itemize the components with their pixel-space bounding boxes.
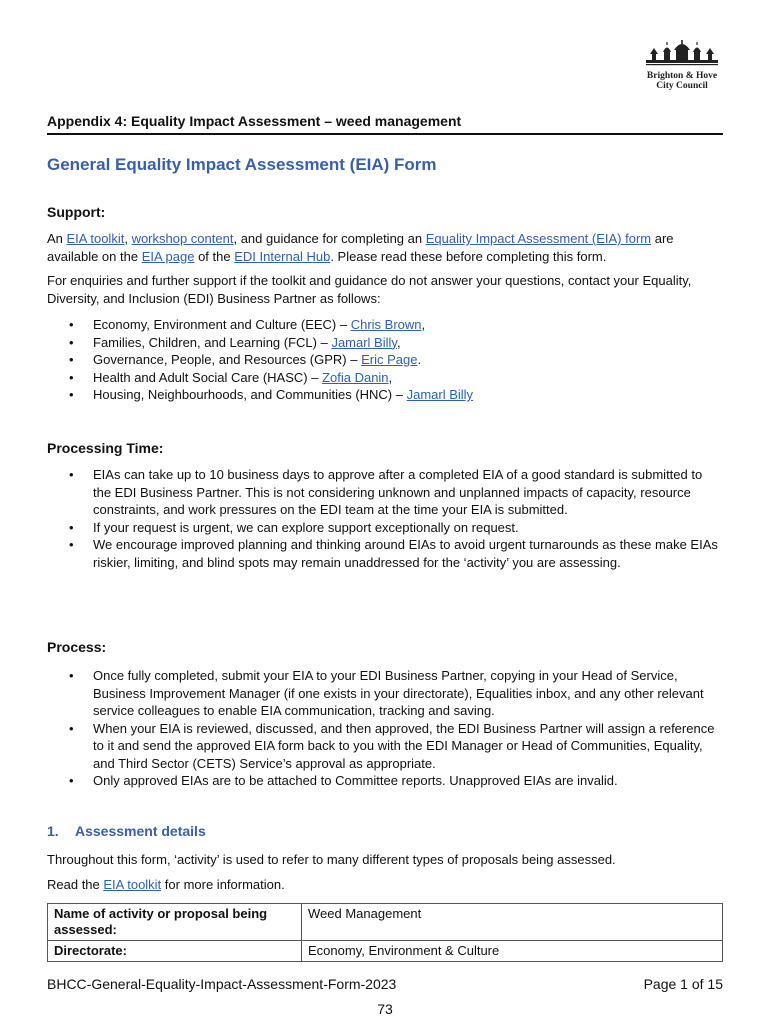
activity-name-value: Weed Management: [302, 904, 723, 941]
contact-link[interactable]: Eric Page: [361, 352, 418, 367]
read-toolkit-paragraph: Read the EIA toolkit for more information.: [47, 877, 285, 892]
list-item: • Economy, Environment and Culture (EEC) – Chris Brown,: [47, 316, 723, 334]
list-item: • Governance, People, and Resources (GPR) – Eric Page.: [47, 351, 723, 369]
process-heading: Process:: [47, 639, 107, 655]
process-list: [47, 667, 723, 790]
contact-link[interactable]: Chris Brown: [350, 317, 422, 332]
eia-toolkit-link-2[interactable]: EIA toolkit: [103, 877, 162, 892]
list-item: • Families, Children, and Learning (FCL) – Jamarl Billy,: [47, 334, 723, 352]
contact-link[interactable]: Zofia Danin: [322, 369, 389, 385]
list-item: • Health and Adult Social Care (HASC) – Zofia Danin,: [47, 369, 723, 387]
contact-link[interactable]: Jamarl Billy: [406, 387, 474, 402]
processing-time-list: [47, 466, 723, 571]
edi-contacts-list: [47, 316, 723, 404]
activity-definition-paragraph: Throughout this form, ‘activity’ is used to refer to many different types of proposals being assessed.: [47, 852, 616, 867]
table-row: [48, 941, 723, 962]
list-item: • We encourage improved planning and thinking around EIAs to avoid urgent turnarounds as these make EIAs riskier, limiting, and blind spots may remain unaddressed for the ‘activity’ you are assessing.: [47, 536, 723, 571]
list-item: • Only approved EIAs are to be attached to Committee reports. Unapproved EIAs are invalid.: [47, 772, 723, 790]
support-intro-paragraph: An EIA toolkit, workshop content, and guidance for completing an Equality Impact Assessment (EIA) form are available on the EIA page of the EDI Internal Hub. Please read these before completing this form.: [47, 231, 674, 264]
eia-toolkit-link[interactable]: EIA toolkit: [66, 231, 125, 246]
section-number: 1.: [47, 823, 59, 839]
workshop-content-link[interactable]: workshop content: [131, 231, 234, 246]
appendix-title: Appendix 4: Equality Impact Assessment – weed management: [47, 112, 723, 135]
table-row: [48, 904, 723, 941]
assessment-details-table: [47, 903, 723, 962]
logo-line-2: City Council: [656, 81, 708, 91]
logo-line-1: Brighton & Hove: [646, 71, 718, 81]
list-item: • If your request is urgent, we can explore support exceptionally on request.: [47, 519, 723, 537]
directorate-value: Economy, Environment & Culture: [302, 941, 723, 962]
contact-link[interactable]: Jamarl Billy: [331, 334, 397, 350]
section-title: Assessment details: [75, 823, 206, 839]
footer-document-name: BHCC-General-Equality-Impact-Assessment-Form-2023: [47, 976, 397, 992]
eia-page-link[interactable]: EIA page: [141, 248, 195, 264]
form-title: General Equality Impact Assessment (EIA) Form: [47, 155, 437, 174]
list-item: • When your EIA is reviewed, discussed, and then approved, the EDI Business Partner will assign a reference to it and send the approved EIA form back to you with the EDI Manager or Head of Communities, Equality, and Third Sector (CETS) Service’s approval as appropriate.: [47, 720, 723, 773]
directorate-label: Directorate:: [48, 941, 302, 962]
footer-page-label: Page 1 of 15: [643, 976, 723, 992]
list-item: • Housing, Neighbourhoods, and Communities (HNC) – Jamarl Billy: [47, 386, 723, 404]
processing-time-heading: Processing Time:: [47, 440, 164, 456]
edi-internal-hub-link[interactable]: EDI Internal Hub: [234, 248, 331, 264]
list-item: • Once fully completed, submit your EIA to your EDI Business Partner, copying in your Head of Service, Business Improvement Manager (if one exists in your directorate), Equalities inbox, and any other relevant service colleagues to enable EIA communication, tracking and saving.: [47, 667, 723, 720]
support-heading: Support:: [47, 204, 106, 220]
assessment-details-heading: [47, 822, 206, 840]
pavilion-logo-icon: [642, 40, 722, 72]
activity-name-label: Name of activity or proposal being assessed:: [48, 904, 302, 941]
list-item: • EIAs can take up to 10 business days to approve after a completed EIA of a good standard is submitted to the EDI Business Partner. This is not considering unknown and unplanned impacts of capacity, resource constraints, and work pressures on the EDI team at the time your EIA is submitted.: [47, 466, 723, 519]
council-logo: [636, 40, 728, 96]
eia-form-link[interactable]: Equality Impact Assessment (EIA) form: [425, 231, 652, 246]
page-number: 73: [377, 1001, 393, 1017]
support-enquiries-paragraph: For enquiries and further support if the toolkit and guidance do not answer your questions, contact your Equality, Diversity, and Inclusion (EDI) Business Partner as follows:: [47, 273, 692, 306]
